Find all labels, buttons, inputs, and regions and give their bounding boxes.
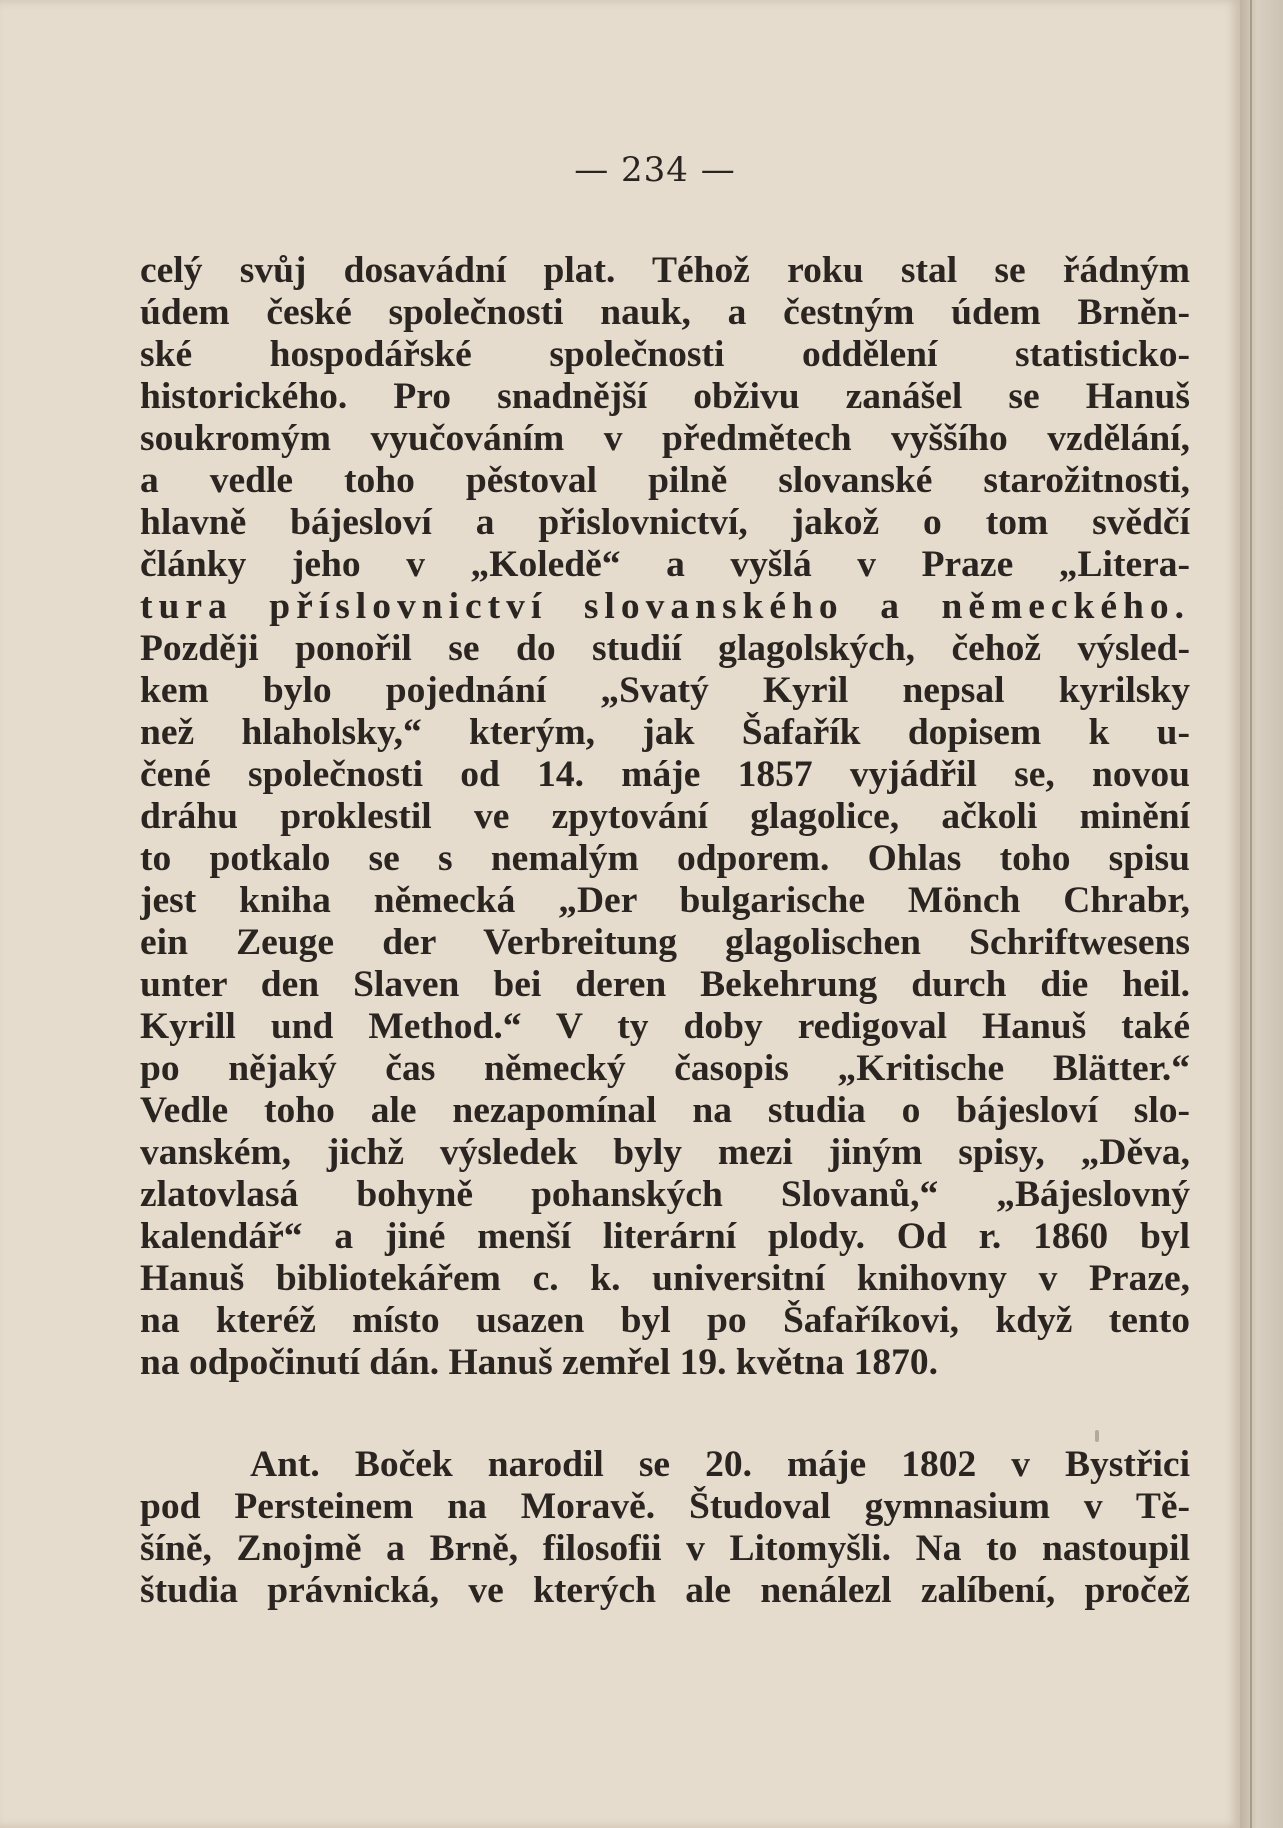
text-line: ein Zeuge der Verbreitung glagolischen Schriftwesens bbox=[140, 922, 1190, 963]
text-line: pod Persteinem na Moravě. Študoval gymnasium v Tě- bbox=[140, 1486, 1190, 1527]
paper-speck bbox=[1095, 1430, 1099, 1442]
text-line: šíně, Znojmě a Brně, filosofii v Litomyšli. Na to nastoupil bbox=[140, 1528, 1190, 1569]
text-line: kalendář“ a jiné menší literární plody. Od r. 1860 byl bbox=[140, 1216, 1190, 1257]
text-line: soukromým vyučováním v předmětech vyššího vzdělání, bbox=[140, 418, 1190, 459]
text-line: Hanuš bibliotekářem c. k. universitní knihovny v Praze, bbox=[140, 1258, 1190, 1299]
body-text bbox=[140, 250, 1190, 1612]
text-line: to potkalo se s nemalým odporem. Ohlas toho spisu bbox=[140, 838, 1190, 879]
text-line: na odpočinutí dán. Hanuš zemřel 19. května 1870. bbox=[140, 1342, 939, 1383]
text-line: hlavně bájesloví a přislovnictví, jakož o tom svědčí bbox=[140, 502, 1190, 543]
text-line: zlatovlasá bohyně pohanských Slovanů,“ „Bájeslovný bbox=[140, 1174, 1190, 1215]
text-line: Ant. Boček narodil se 20. máje 1802 v Bystřici bbox=[250, 1444, 1190, 1485]
text-line: dráhu proklestil ve zpytování glagolice, ačkoli minění bbox=[140, 796, 1190, 837]
text-line: Vedle toho ale nezapomínal na studia o bájesloví slo- bbox=[140, 1090, 1190, 1131]
binding-edge bbox=[1250, 0, 1252, 1828]
text-line: články jeho v „Koledě“ a vyšlá v Praze „Litera- bbox=[140, 544, 1190, 585]
text-line: Později ponořil se do studií glagolských, čehož výsled- bbox=[140, 628, 1190, 669]
text-line: jest kniha německá „Der bulgarische Mönch Chrabr, bbox=[140, 880, 1190, 921]
text-line: údem české společnosti nauk, a čestným údem Brněn- bbox=[140, 292, 1190, 333]
text-line: unter den Slaven bei deren Bekehrung durch die heil. bbox=[140, 964, 1190, 1005]
text-line: než hlaholsky,“ kterým, jak Šafařík dopisem k u- bbox=[140, 712, 1190, 753]
text-line: vanském, jichž výsledek byly mezi jiným spisy, „Děva, bbox=[140, 1132, 1190, 1173]
text-line: po nějaký čas německý časopis „Kritische Blätter.“ bbox=[140, 1048, 1190, 1089]
text-line: kem bylo pojednání „Svatý Kyril nepsal kyrilsky bbox=[140, 670, 1190, 711]
text-line: a vedle toho pěstoval pilně slovanské starožitnosti, bbox=[140, 460, 1190, 501]
text-line: historického. Pro snadnější obživu zanášel se Hanuš bbox=[140, 376, 1190, 417]
text-line: na kteréž místo usazen byl po Šafaříkovi, když tento bbox=[140, 1300, 1190, 1341]
text-line: celý svůj dosavádní plat. Téhož roku stal se řádným bbox=[140, 250, 1190, 291]
page-gutter bbox=[1240, 0, 1283, 1828]
paragraph-gap bbox=[140, 1384, 1190, 1444]
text-line: študia právnická, ve kterých ale nenálezl zalíbení, pročež bbox=[140, 1570, 1190, 1611]
page-number: — 234 — bbox=[574, 150, 736, 190]
text-line: Kyrill und Method.“ V ty doby redigoval Hanuš také bbox=[140, 1006, 1190, 1047]
text-line: čené společnosti od 14. máje 1857 vyjádřil se, novou bbox=[140, 754, 1190, 795]
text-line: ské hospodářské společnosti oddělení statisticko- bbox=[140, 334, 1190, 375]
text-line: tura příslovnictví slovanského a německého. bbox=[140, 586, 1190, 627]
